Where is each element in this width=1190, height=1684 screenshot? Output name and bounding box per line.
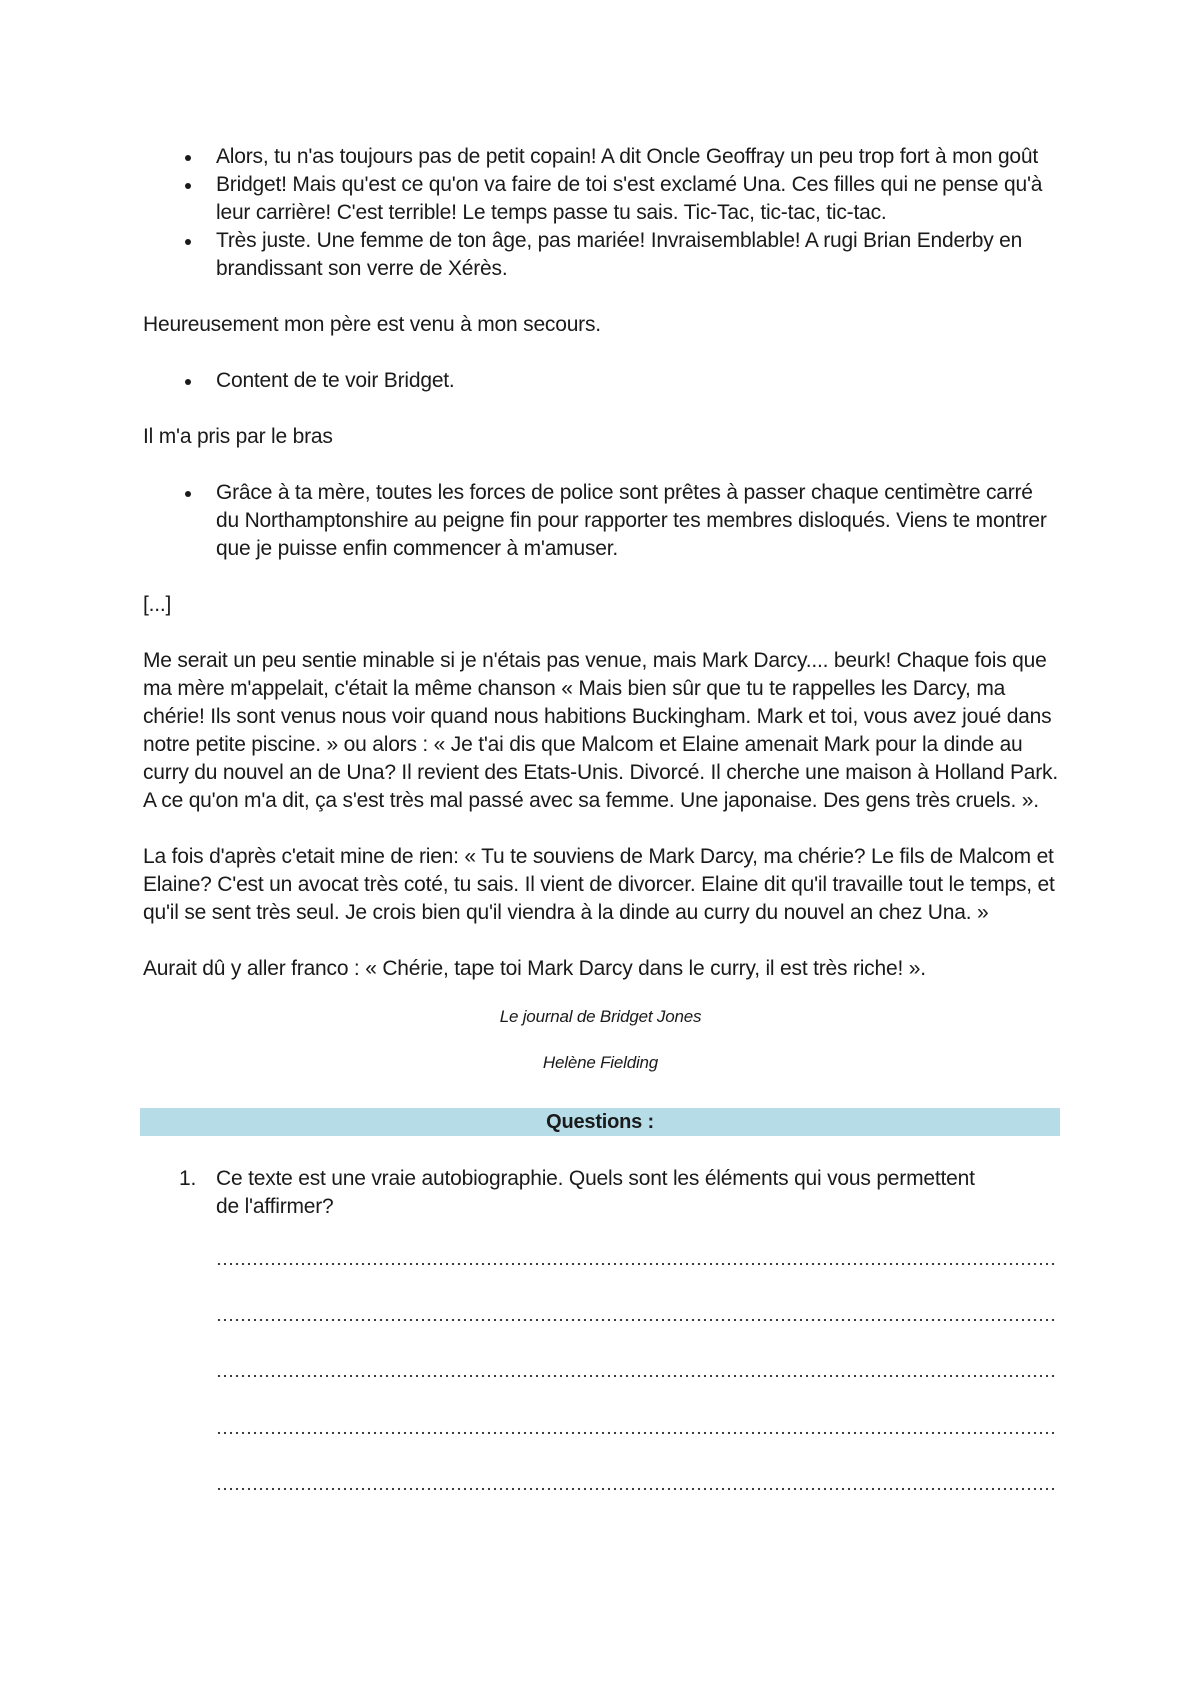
- document-body: [143, 143, 1058, 1075]
- dialogue-list-3: [143, 479, 1058, 563]
- answer-line[interactable]: [216, 1262, 1056, 1266]
- question-number: 1.: [179, 1167, 197, 1190]
- answer-line[interactable]: [216, 1431, 1056, 1435]
- source-title: Le journal de Bridget Jones: [499, 1007, 702, 1026]
- paragraph: Aurait dû y aller franco : « Chérie, tape toi Mark Darcy dans le curry, il est très riche! ».: [143, 957, 926, 980]
- dialogue-list-2: [143, 367, 1058, 395]
- paragraph: Me serait un peu sentie minable si je n'étais pas venue, mais Mark Darcy.... beurk! Chaque fois que ma mère m'appelait, c'était la même chanson « Mais bien sûr que tu te rappelles les Darcy, ma chérie! Ils sont venus nous voir quand nous habitions Buckingham. Mark et toi, vous avez joué dans notre petite piscine. » ou alors : « Je t'ai dis que Malcom et Elaine amenait Mark pour la dinde au curry du nouvel an de Una? Il revient des Etats-Unis. Divorcé. Il cherche une maison à Holland Park. A ce qu'on m'a dit, ça s'est très mal passé avec sa femme. Une japonaise. Des gens très cruels. ».: [143, 649, 1058, 812]
- dialogue-list-1: [143, 143, 1058, 283]
- dialogue-bullet: Alors, tu n'as toujours pas de petit copain! A dit Oncle Geoffray un peu trop fort à mon goût: [143, 143, 1058, 171]
- answer-line[interactable]: [216, 1487, 1056, 1491]
- questions-heading: Questions :: [140, 1108, 1060, 1136]
- paragraph: La fois d'après c'etait mine de rien: « Tu te souviens de Mark Darcy, ma chérie? Le fils de Malcom et Elaine? C'est un avocat très coté, tu sais. Il vient de divorcer. Elaine dit qu'il travaille tout le temps, et qu'il se sent très seul. Je crois bien qu'il viendra à la dinde au curry du nouvel an chez Una. »: [143, 845, 1055, 924]
- question-text: Ce texte est une vraie autobiographie. Quels sont les éléments qui vous permettent de l'affirmer?: [216, 1167, 975, 1218]
- dialogue-bullet: Bridget! Mais qu'est ce qu'on va faire de toi s'est exclamé Una. Ces filles qui ne pense qu'à leur carrière! C'est terrible! Le temps passe tu sais. Tic-Tac, tic-tac, tic-tac.: [143, 171, 1058, 227]
- paragraph: Heureusement mon père est venu à mon secours.: [143, 313, 601, 336]
- answer-line[interactable]: [216, 1374, 1056, 1378]
- dialogue-bullet: Grâce à ta mère, toutes les forces de police sont prêtes à passer chaque centimètre carré du Northamptonshire au peigne fin pour rapporter tes membres disloqués. Viens te montrer que je puisse enfin commencer à m'amuser.: [143, 479, 1058, 563]
- ellipsis-marker: [...]: [143, 593, 172, 616]
- dialogue-bullet: Content de te voir Bridget.: [143, 367, 1058, 395]
- question-item: [143, 1165, 993, 1221]
- dialogue-bullet: Très juste. Une femme de ton âge, pas mariée! Invraisemblable! A rugi Brian Enderby en brandissant son verre de Xérès.: [143, 227, 1058, 283]
- paragraph: Il m'a pris par le bras: [143, 425, 333, 448]
- answer-line[interactable]: [216, 1318, 1056, 1322]
- source-author: Helène Fielding: [542, 1053, 659, 1072]
